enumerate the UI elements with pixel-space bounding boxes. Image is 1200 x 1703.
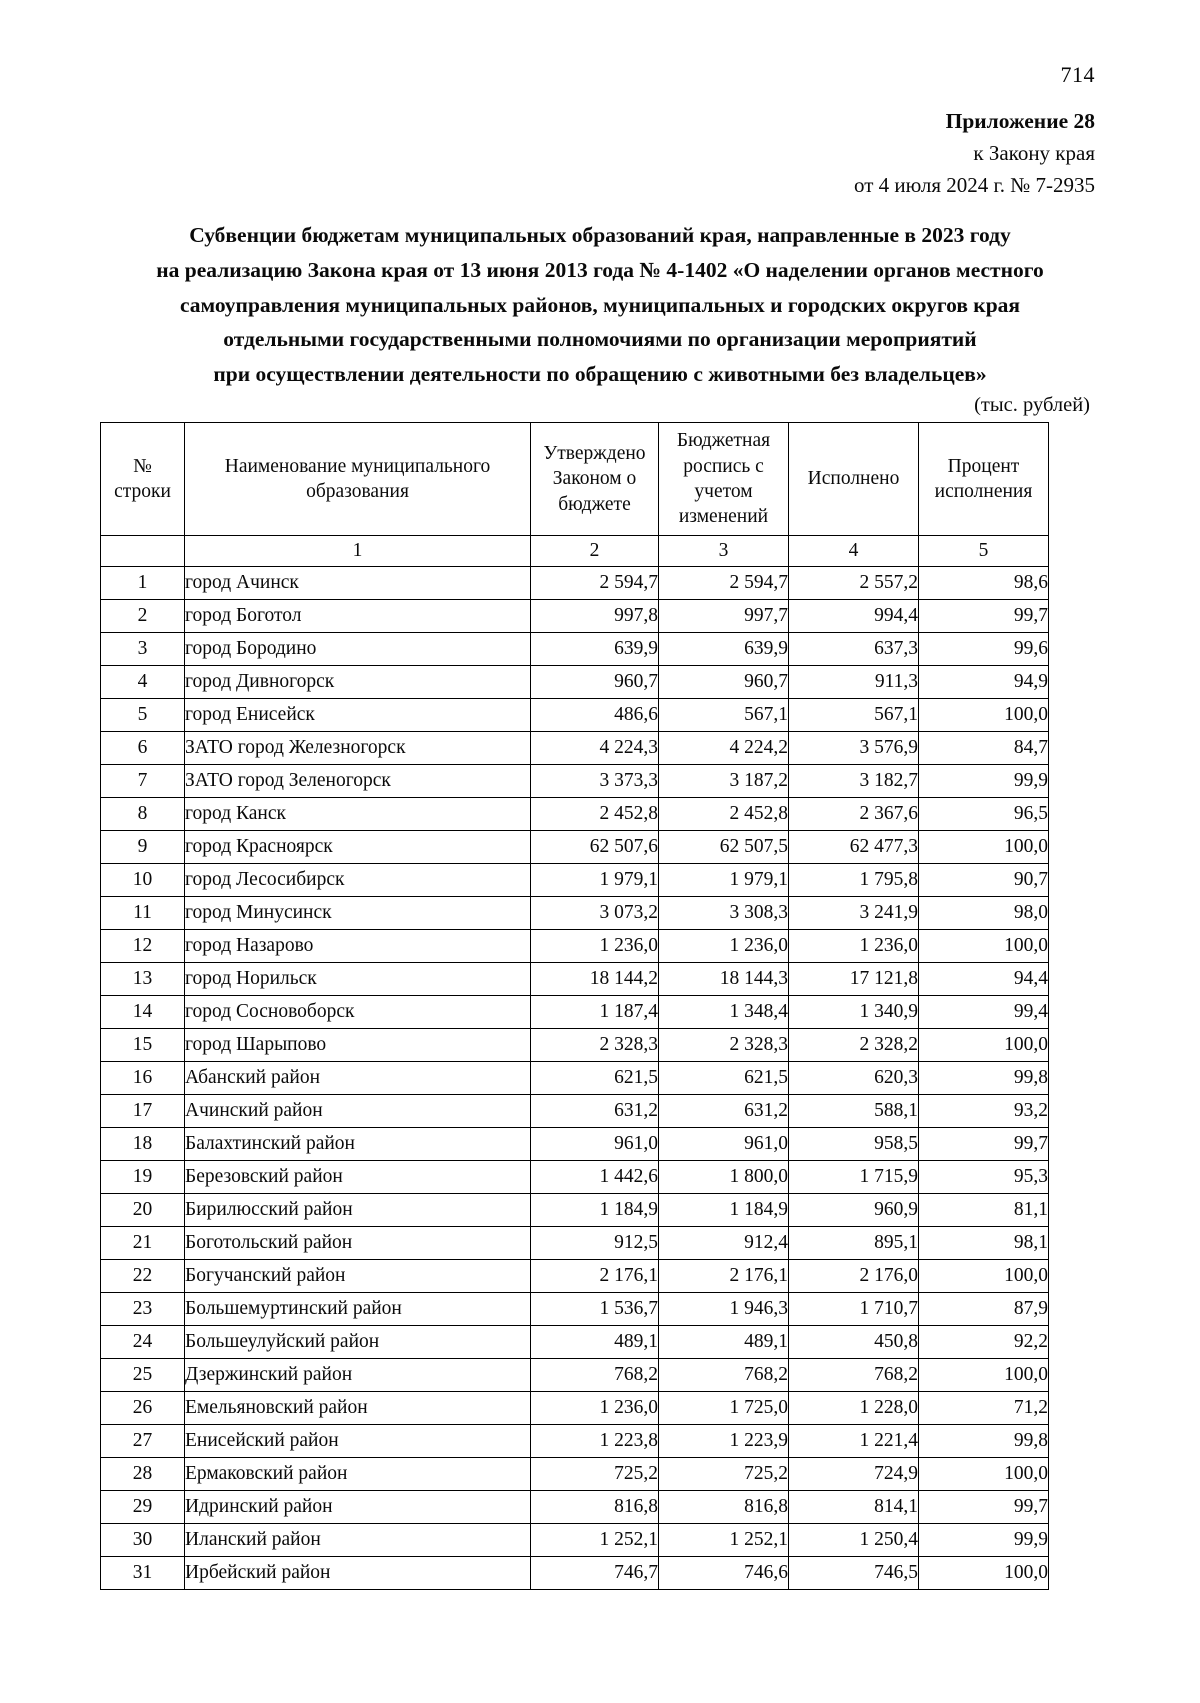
percent-executed-cell: 100,0 (919, 930, 1049, 963)
approved-amount-cell: 2 176,1 (531, 1260, 659, 1293)
column-number-row (101, 536, 1049, 567)
row-number-cell: 6 (101, 732, 185, 765)
executed-amount-cell: 3 241,9 (789, 897, 919, 930)
column-number-4: 4 (789, 536, 919, 567)
table-row (101, 666, 1049, 699)
executed-amount-cell: 1 221,4 (789, 1425, 919, 1458)
municipality-name-cell: Ермаковский район (185, 1458, 531, 1491)
executed-amount-cell: 746,5 (789, 1557, 919, 1590)
table-row (101, 633, 1049, 666)
budget-plan-cell: 997,7 (659, 600, 789, 633)
approved-amount-cell: 816,8 (531, 1491, 659, 1524)
row-number-cell: 29 (101, 1491, 185, 1524)
table-row (101, 1128, 1049, 1161)
row-number-cell: 15 (101, 1029, 185, 1062)
table-row (101, 1326, 1049, 1359)
table-row (101, 1491, 1049, 1524)
percent-executed-cell: 100,0 (919, 699, 1049, 732)
municipality-name-cell: Енисейский район (185, 1425, 531, 1458)
municipality-name-cell: город Енисейск (185, 699, 531, 732)
appendix-law-line: к Закону края (973, 140, 1095, 165)
row-number-cell: 5 (101, 699, 185, 732)
approved-amount-cell: 1 236,0 (531, 1392, 659, 1425)
executed-amount-cell: 724,9 (789, 1458, 919, 1491)
percent-executed-cell: 100,0 (919, 831, 1049, 864)
header-percent-l2: исполнения (934, 481, 1033, 502)
executed-amount-cell: 1 715,9 (789, 1161, 919, 1194)
budget-plan-cell: 1 184,9 (659, 1194, 789, 1227)
approved-amount-cell: 489,1 (531, 1326, 659, 1359)
approved-amount-cell: 631,2 (531, 1095, 659, 1128)
executed-amount-cell: 895,1 (789, 1227, 919, 1260)
header-budget-plan (659, 423, 789, 536)
table-head (101, 423, 1049, 567)
header-approved-l1: Утверждено (543, 442, 646, 464)
row-number-cell: 8 (101, 798, 185, 831)
table-row (101, 699, 1049, 732)
percent-executed-cell: 99,9 (919, 1524, 1049, 1557)
row-number-cell: 11 (101, 897, 185, 930)
header-row-number-l1: № (133, 455, 152, 477)
percent-executed-cell: 99,9 (919, 765, 1049, 798)
municipality-name-cell: Ирбейский район (185, 1557, 531, 1590)
executed-amount-cell: 814,1 (789, 1491, 919, 1524)
approved-amount-cell: 621,5 (531, 1062, 659, 1095)
percent-executed-cell: 71,2 (919, 1392, 1049, 1425)
municipality-name-cell: Боготольский район (185, 1227, 531, 1260)
municipality-name-cell: Балахтинский район (185, 1128, 531, 1161)
row-number-cell: 21 (101, 1227, 185, 1260)
title-line-5: при осуществлении деятельности по обращению с животными без владельцев» (213, 362, 987, 387)
table-row (101, 831, 1049, 864)
approved-amount-cell: 2 452,8 (531, 798, 659, 831)
percent-executed-cell: 94,9 (919, 666, 1049, 699)
title-line-2: на реализацию Закона края от 13 июня 2013 года № 4-1402 «О наделении органов местного (156, 257, 1044, 282)
row-number-cell: 27 (101, 1425, 185, 1458)
percent-executed-cell: 100,0 (919, 1359, 1049, 1392)
header-row-number-l2: строки (114, 481, 171, 502)
percent-executed-cell: 99,4 (919, 996, 1049, 1029)
appendix-law-date: от 4 июля 2024 г. № 7-2935 (854, 172, 1095, 197)
percent-executed-cell: 99,7 (919, 1128, 1049, 1161)
row-number-cell: 20 (101, 1194, 185, 1227)
executed-amount-cell: 17 121,8 (789, 963, 919, 996)
percent-executed-cell: 98,1 (919, 1227, 1049, 1260)
percent-executed-cell: 100,0 (919, 1029, 1049, 1062)
approved-amount-cell: 1 536,7 (531, 1293, 659, 1326)
table-row (101, 1524, 1049, 1557)
table-row (101, 1029, 1049, 1062)
approved-amount-cell: 997,8 (531, 600, 659, 633)
executed-amount-cell: 1 795,8 (789, 864, 919, 897)
percent-executed-cell: 100,0 (919, 1557, 1049, 1590)
header-municipality-name-l1: Наименование муниципального (224, 455, 491, 477)
percent-executed-cell: 87,9 (919, 1293, 1049, 1326)
approved-amount-cell: 18 144,2 (531, 963, 659, 996)
title-line-1: Субвенции бюджетам муниципальных образований края, направленные в 2023 году (189, 223, 1011, 247)
table-row (101, 1293, 1049, 1326)
row-number-cell: 28 (101, 1458, 185, 1491)
budget-plan-cell: 1 223,9 (659, 1425, 789, 1458)
budget-plan-cell: 1 348,4 (659, 996, 789, 1029)
executed-amount-cell: 1 250,4 (789, 1524, 919, 1557)
municipality-name-cell: Березовский район (185, 1161, 531, 1194)
header-percent-l1: Процент (947, 455, 1020, 477)
table-row (101, 732, 1049, 765)
executed-amount-cell: 958,5 (789, 1128, 919, 1161)
budget-plan-cell: 1 725,0 (659, 1392, 789, 1425)
percent-executed-cell: 81,1 (919, 1194, 1049, 1227)
budget-plan-cell: 1 252,1 (659, 1524, 789, 1557)
municipality-name-cell: ЗАТО город Железногорск (185, 732, 531, 765)
table-row (101, 864, 1049, 897)
approved-amount-cell: 1 187,4 (531, 996, 659, 1029)
header-plan-l4: изменений (678, 506, 769, 528)
row-number-cell: 13 (101, 963, 185, 996)
column-number-1: 1 (185, 536, 531, 567)
approved-amount-cell: 1 236,0 (531, 930, 659, 963)
budget-plan-cell: 912,4 (659, 1227, 789, 1260)
budget-plan-cell: 1 800,0 (659, 1161, 789, 1194)
municipality-name-cell: Емельяновский район (185, 1392, 531, 1425)
approved-amount-cell: 4 224,3 (531, 732, 659, 765)
percent-executed-cell: 95,3 (919, 1161, 1049, 1194)
budget-plan-cell: 639,9 (659, 633, 789, 666)
budget-plan-cell: 816,8 (659, 1491, 789, 1524)
table-row (101, 1095, 1049, 1128)
percent-executed-cell: 90,7 (919, 864, 1049, 897)
budget-plan-cell: 961,0 (659, 1128, 789, 1161)
budget-plan-cell: 1 236,0 (659, 930, 789, 963)
row-number-cell: 19 (101, 1161, 185, 1194)
column-number-5: 5 (919, 536, 1049, 567)
executed-amount-cell: 911,3 (789, 666, 919, 699)
percent-executed-cell: 93,2 (919, 1095, 1049, 1128)
approved-amount-cell: 486,6 (531, 699, 659, 732)
approved-amount-cell: 639,9 (531, 633, 659, 666)
header-approved-l2: Законом о (552, 468, 637, 490)
table-row (101, 1458, 1049, 1491)
header-row-number (101, 423, 185, 536)
budget-plan-cell: 960,7 (659, 666, 789, 699)
budget-plan-cell: 768,2 (659, 1359, 789, 1392)
approved-amount-cell: 746,7 (531, 1557, 659, 1590)
municipality-name-cell: Идринский район (185, 1491, 531, 1524)
municipality-name-cell: город Сосновоборск (185, 996, 531, 1029)
municipality-name-cell: Абанский район (185, 1062, 531, 1095)
header-municipality-name (185, 423, 531, 536)
row-number-cell: 26 (101, 1392, 185, 1425)
header-municipality-name-l2: образования (306, 481, 409, 502)
executed-amount-cell: 1 236,0 (789, 930, 919, 963)
table-row (101, 930, 1049, 963)
page-number: 714 (1060, 62, 1095, 87)
budget-plan-cell: 3 187,2 (659, 765, 789, 798)
units-note: (тыс. рублей) (974, 394, 1090, 416)
executed-amount-cell: 1 710,7 (789, 1293, 919, 1326)
approved-amount-cell: 961,0 (531, 1128, 659, 1161)
header-approved-l3: бюджете (558, 493, 631, 515)
table-row (101, 1392, 1049, 1425)
row-number-cell: 10 (101, 864, 185, 897)
budget-plan-cell: 3 308,3 (659, 897, 789, 930)
percent-executed-cell: 99,7 (919, 600, 1049, 633)
municipality-name-cell: Бирилюсский район (185, 1194, 531, 1227)
executed-amount-cell: 1 228,0 (789, 1392, 919, 1425)
row-number-cell: 14 (101, 996, 185, 1029)
table-row (101, 1227, 1049, 1260)
approved-amount-cell: 960,7 (531, 666, 659, 699)
table-header-row (101, 423, 1049, 536)
table-row (101, 1557, 1049, 1590)
header-approved-by-law (531, 423, 659, 536)
budget-plan-cell: 1 979,1 (659, 864, 789, 897)
percent-executed-cell: 99,6 (919, 633, 1049, 666)
table-row (101, 1062, 1049, 1095)
title-line-4: отдельными государственными полномочиями по организации мероприятий (223, 327, 977, 352)
municipality-name-cell: Ачинский район (185, 1095, 531, 1128)
appendix-title: Приложение 28 (945, 109, 1095, 133)
budget-plan-cell: 567,1 (659, 699, 789, 732)
executed-amount-cell: 62 477,3 (789, 831, 919, 864)
executed-amount-cell: 960,9 (789, 1194, 919, 1227)
budget-plan-cell: 4 224,2 (659, 732, 789, 765)
budget-plan-cell: 725,2 (659, 1458, 789, 1491)
table-row (101, 765, 1049, 798)
approved-amount-cell: 2 594,7 (531, 567, 659, 600)
budget-table-container (100, 422, 1048, 1590)
budget-plan-cell: 18 144,3 (659, 963, 789, 996)
budget-plan-cell: 1 946,3 (659, 1293, 789, 1326)
percent-executed-cell: 100,0 (919, 1260, 1049, 1293)
row-number-cell: 16 (101, 1062, 185, 1095)
header-percent-executed (919, 423, 1049, 536)
budget-plan-cell: 746,6 (659, 1557, 789, 1590)
table-row (101, 963, 1049, 996)
executed-amount-cell: 2 328,2 (789, 1029, 919, 1062)
header-plan-l1: Бюджетная (676, 430, 771, 452)
approved-amount-cell: 3 373,3 (531, 765, 659, 798)
municipality-name-cell: город Дивногорск (185, 666, 531, 699)
executed-amount-cell: 450,8 (789, 1326, 919, 1359)
municipality-name-cell: город Лесосибирск (185, 864, 531, 897)
budget-plan-cell: 621,5 (659, 1062, 789, 1095)
executed-amount-cell: 2 176,0 (789, 1260, 919, 1293)
budget-plan-cell: 2 594,7 (659, 567, 789, 600)
percent-executed-cell: 98,0 (919, 897, 1049, 930)
approved-amount-cell: 1 184,9 (531, 1194, 659, 1227)
row-number-cell: 4 (101, 666, 185, 699)
percent-executed-cell: 99,7 (919, 1491, 1049, 1524)
table-row (101, 1425, 1049, 1458)
row-number-cell: 25 (101, 1359, 185, 1392)
column-number-0 (101, 536, 185, 567)
municipality-name-cell: Большеулуйский район (185, 1326, 531, 1359)
municipality-name-cell: ЗАТО город Зеленогорск (185, 765, 531, 798)
approved-amount-cell: 62 507,6 (531, 831, 659, 864)
municipality-name-cell: город Норильск (185, 963, 531, 996)
percent-executed-cell: 94,4 (919, 963, 1049, 996)
row-number-cell: 17 (101, 1095, 185, 1128)
table-row (101, 798, 1049, 831)
executed-amount-cell: 2 367,6 (789, 798, 919, 831)
header-executed: Исполнено (789, 423, 919, 536)
executed-amount-cell: 2 557,2 (789, 567, 919, 600)
municipality-name-cell: город Шарыпово (185, 1029, 531, 1062)
budget-plan-cell: 631,2 (659, 1095, 789, 1128)
percent-executed-cell: 99,8 (919, 1425, 1049, 1458)
municipality-name-cell: город Канск (185, 798, 531, 831)
approved-amount-cell: 3 073,2 (531, 897, 659, 930)
row-number-cell: 24 (101, 1326, 185, 1359)
budget-plan-cell: 2 328,3 (659, 1029, 789, 1062)
appendix-reference-block (854, 105, 1095, 201)
row-number-cell: 22 (101, 1260, 185, 1293)
budget-plan-cell: 62 507,5 (659, 831, 789, 864)
percent-executed-cell: 84,7 (919, 732, 1049, 765)
percent-executed-cell: 98,6 (919, 567, 1049, 600)
municipality-name-cell: Большемуртинский район (185, 1293, 531, 1326)
table-row (101, 567, 1049, 600)
approved-amount-cell: 768,2 (531, 1359, 659, 1392)
municipality-name-cell: город Минусинск (185, 897, 531, 930)
table-row (101, 996, 1049, 1029)
municipality-name-cell: Иланский район (185, 1524, 531, 1557)
executed-amount-cell: 588,1 (789, 1095, 919, 1128)
budget-plan-cell: 2 176,1 (659, 1260, 789, 1293)
budget-plan-cell: 489,1 (659, 1326, 789, 1359)
row-number-cell: 23 (101, 1293, 185, 1326)
approved-amount-cell: 912,5 (531, 1227, 659, 1260)
executed-amount-cell: 768,2 (789, 1359, 919, 1392)
table-row (101, 1359, 1049, 1392)
table-row (101, 1161, 1049, 1194)
approved-amount-cell: 1 979,1 (531, 864, 659, 897)
row-number-cell: 31 (101, 1557, 185, 1590)
municipality-name-cell: город Ачинск (185, 567, 531, 600)
executed-amount-cell: 3 576,9 (789, 732, 919, 765)
table-row (101, 600, 1049, 633)
percent-executed-cell: 100,0 (919, 1458, 1049, 1491)
column-number-2: 2 (531, 536, 659, 567)
percent-executed-cell: 99,8 (919, 1062, 1049, 1095)
approved-amount-cell: 2 328,3 (531, 1029, 659, 1062)
row-number-cell: 2 (101, 600, 185, 633)
executed-amount-cell: 994,4 (789, 600, 919, 633)
approved-amount-cell: 1 252,1 (531, 1524, 659, 1557)
row-number-cell: 12 (101, 930, 185, 963)
approved-amount-cell: 725,2 (531, 1458, 659, 1491)
executed-amount-cell: 1 340,9 (789, 996, 919, 1029)
municipality-name-cell: город Боготол (185, 600, 531, 633)
document-title (100, 218, 1100, 392)
executed-amount-cell: 3 182,7 (789, 765, 919, 798)
row-number-cell: 30 (101, 1524, 185, 1557)
table-row (101, 897, 1049, 930)
approved-amount-cell: 1 442,6 (531, 1161, 659, 1194)
municipality-name-cell: город Красноярск (185, 831, 531, 864)
executed-amount-cell: 567,1 (789, 699, 919, 732)
column-number-3: 3 (659, 536, 789, 567)
row-number-cell: 1 (101, 567, 185, 600)
title-line-3: самоуправления муниципальных районов, муниципальных и городских округов края (179, 292, 1021, 317)
header-plan-l2: роспись с (683, 455, 764, 477)
table-body (101, 567, 1049, 1590)
approved-amount-cell: 1 223,8 (531, 1425, 659, 1458)
municipality-name-cell: Дзержинский район (185, 1359, 531, 1392)
executed-amount-cell: 637,3 (789, 633, 919, 666)
budget-plan-cell: 2 452,8 (659, 798, 789, 831)
table-row (101, 1194, 1049, 1227)
municipality-name-cell: Богучанский район (185, 1260, 531, 1293)
row-number-cell: 18 (101, 1128, 185, 1161)
percent-executed-cell: 92,2 (919, 1326, 1049, 1359)
executed-amount-cell: 620,3 (789, 1062, 919, 1095)
municipality-name-cell: город Назарово (185, 930, 531, 963)
percent-executed-cell: 96,5 (919, 798, 1049, 831)
budget-table (100, 422, 1049, 1590)
header-plan-l3: учетом (694, 481, 753, 502)
table-row (101, 1260, 1049, 1293)
row-number-cell: 7 (101, 765, 185, 798)
row-number-cell: 3 (101, 633, 185, 666)
municipality-name-cell: город Бородино (185, 633, 531, 666)
row-number-cell: 9 (101, 831, 185, 864)
